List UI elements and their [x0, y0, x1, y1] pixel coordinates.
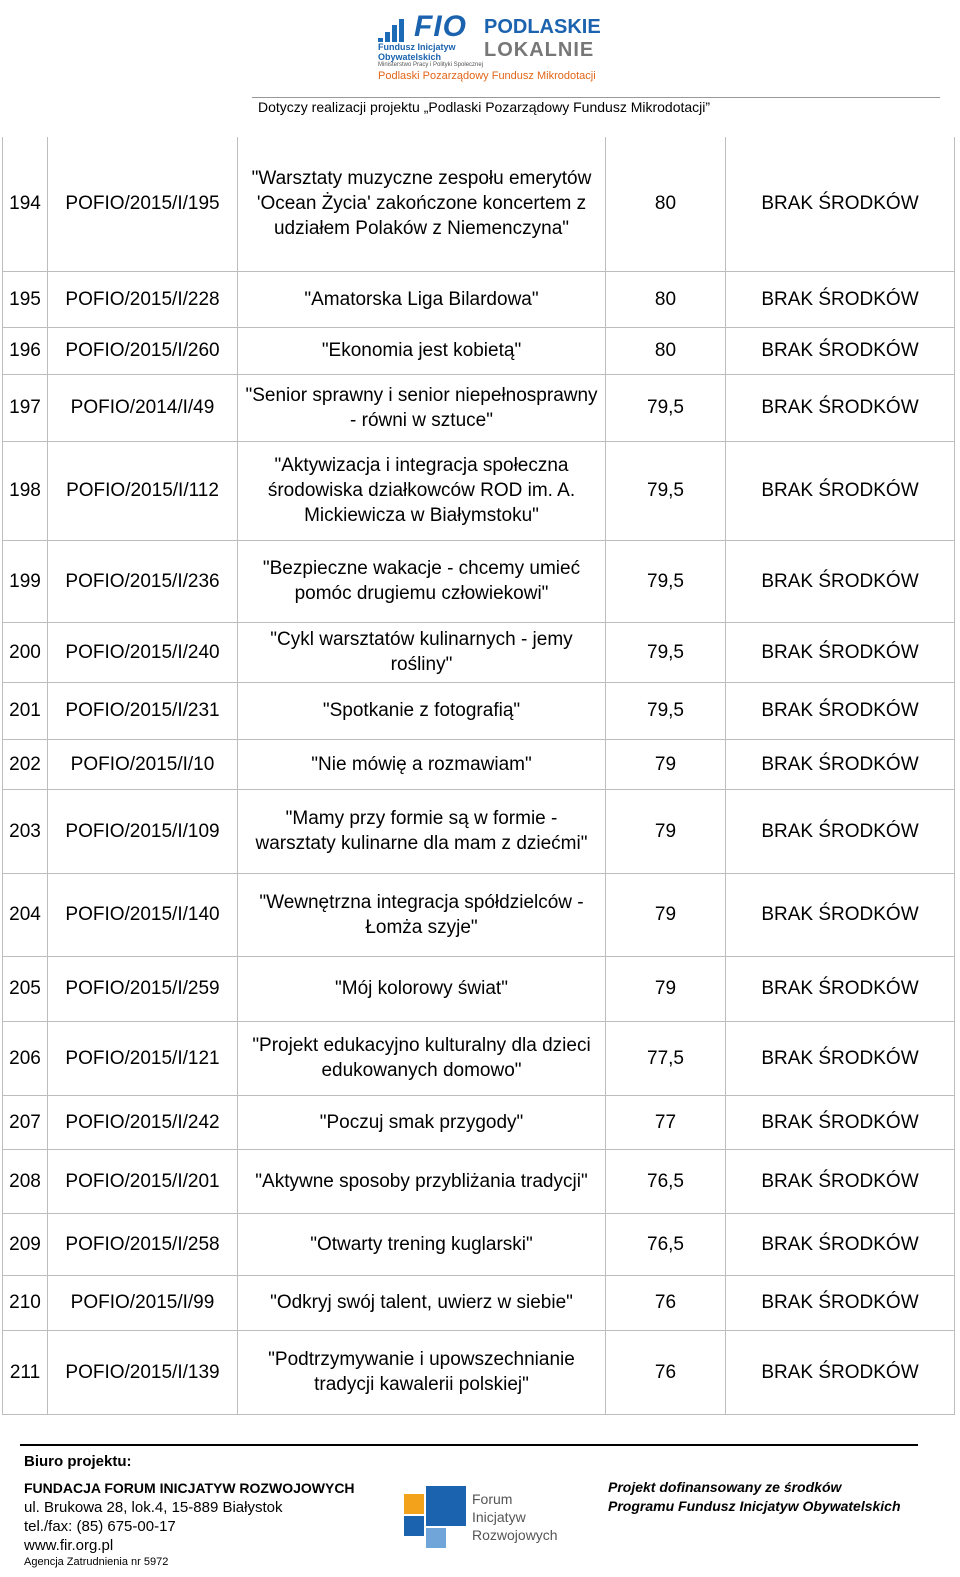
logo-lokalnie: LOKALNIE — [484, 39, 595, 61]
row-status: BRAK ŚRODKÓW — [726, 271, 955, 327]
row-project-title: "Mój kolorowy świat" — [238, 956, 606, 1021]
project-line: Dotyczy realizacji projektu „Podlaski Pozarządowy Fundusz Mikrodotacji” — [258, 99, 711, 115]
table-row — [3, 271, 955, 327]
row-number: 195 — [3, 271, 48, 327]
row-project-title: "Amatorska Liga Bilardowa" — [238, 271, 606, 327]
table-row — [3, 1330, 955, 1414]
row-project-title: "Aktywizacja i integracja społeczna środowiska działkowców ROD im. A. Mickiewicza w Białymstoku" — [238, 441, 606, 540]
footer-funding-line2: Programu Fundusz Inicjatyw Obywatelskich — [608, 1498, 901, 1514]
table-row — [3, 1213, 955, 1275]
row-number: 194 — [3, 137, 48, 271]
row-score: 77 — [606, 1095, 726, 1149]
table-row — [3, 374, 955, 441]
row-number: 198 — [3, 441, 48, 540]
row-application-id: POFIO/2015/I/195 — [48, 137, 238, 271]
table-row — [3, 441, 955, 540]
row-project-title: "Aktywne sposoby przybliżania tradycji" — [238, 1149, 606, 1213]
fir-logo-line1: Forum — [472, 1491, 513, 1507]
row-score: 79,5 — [606, 374, 726, 441]
row-status: BRAK ŚRODKÓW — [726, 137, 955, 271]
row-application-id: POFIO/2015/I/140 — [48, 873, 238, 956]
footer-funding-note — [608, 1478, 901, 1516]
row-score: 79 — [606, 873, 726, 956]
row-project-title: "Ekonomia jest kobietą" — [238, 327, 606, 374]
footer-org-name: FUNDACJA FORUM INICJATYW ROZWOJOWYCH — [24, 1480, 355, 1496]
row-status: BRAK ŚRODKÓW — [726, 441, 955, 540]
table-row — [3, 1149, 955, 1213]
row-application-id: POFIO/2015/I/260 — [48, 327, 238, 374]
footer-website: www.fir.org.pl — [24, 1537, 114, 1554]
row-status: BRAK ŚRODKÓW — [726, 789, 955, 873]
row-status: BRAK ŚRODKÓW — [726, 1213, 955, 1275]
row-score: 80 — [606, 327, 726, 374]
row-score: 79 — [606, 956, 726, 1021]
fir-logo-line3: Rozwojowych — [472, 1527, 558, 1543]
fio-logo-subtitle: Fundusz Inicjatyw Obywatelskich — [378, 42, 456, 62]
fio-logo-text: FIO — [414, 10, 467, 43]
row-score: 79 — [606, 789, 726, 873]
row-number: 211 — [3, 1330, 48, 1414]
fio-podlaskie-lokalnie-logo — [374, 6, 601, 82]
row-status: BRAK ŚRODKÓW — [726, 873, 955, 956]
row-number: 210 — [3, 1275, 48, 1330]
table-row — [3, 540, 955, 622]
fir-logo-line2: Inicjatyw — [472, 1509, 526, 1525]
row-project-title: "Cykl warsztatów kulinarnych - jemy rośliny" — [238, 622, 606, 682]
row-status: BRAK ŚRODKÓW — [726, 1095, 955, 1149]
row-application-id: POFIO/2015/I/139 — [48, 1330, 238, 1414]
row-number: 209 — [3, 1213, 48, 1275]
table-row — [3, 622, 955, 682]
row-status: BRAK ŚRODKÓW — [726, 1330, 955, 1414]
header-divider — [252, 97, 940, 98]
row-status: BRAK ŚRODKÓW — [726, 1021, 955, 1095]
row-status: BRAK ŚRODKÓW — [726, 540, 955, 622]
row-number: 196 — [3, 327, 48, 374]
table-row — [3, 1095, 955, 1149]
table-row — [3, 137, 955, 271]
row-application-id: POFIO/2015/I/10 — [48, 739, 238, 789]
row-number: 197 — [3, 374, 48, 441]
row-number: 206 — [3, 1021, 48, 1095]
row-application-id: POFIO/2015/I/259 — [48, 956, 238, 1021]
row-score: 79,5 — [606, 682, 726, 739]
row-score: 77,5 — [606, 1021, 726, 1095]
page-footer — [0, 1430, 960, 1577]
row-application-id: POFIO/2014/I/49 — [48, 374, 238, 441]
row-application-id: POFIO/2015/I/112 — [48, 441, 238, 540]
row-application-id: POFIO/2015/I/99 — [48, 1275, 238, 1330]
row-application-id: POFIO/2015/I/109 — [48, 789, 238, 873]
row-score: 79,5 — [606, 441, 726, 540]
footer-agency: Agencja Zatrudnienia nr 5972 — [24, 1556, 169, 1568]
table-row — [3, 1021, 955, 1095]
row-application-id: POFIO/2015/I/228 — [48, 271, 238, 327]
footer-street: ul. Brukowa 28, lok.4, 15-889 Białystok — [24, 1499, 283, 1516]
row-score: 76,5 — [606, 1149, 726, 1213]
row-project-title: "Warsztaty muzyczne zespołu emerytów 'Ocean Życia' zakończone koncertem z udziałem Polaków z Niemenczyna" — [238, 137, 606, 271]
row-status: BRAK ŚRODKÓW — [726, 1275, 955, 1330]
table-row — [3, 873, 955, 956]
fir-logo — [404, 1482, 558, 1562]
fio-logo-ministry: Ministerstwo Pracy i Polityki Społecznej — [378, 62, 484, 68]
row-application-id: POFIO/2015/I/258 — [48, 1213, 238, 1275]
footer-address-block — [24, 1479, 355, 1569]
row-number: 205 — [3, 956, 48, 1021]
row-project-title: "Wewnętrzna integracja spółdzielców - Łomża szyje" — [238, 873, 606, 956]
row-status: BRAK ŚRODKÓW — [726, 327, 955, 374]
fir-logo-text — [472, 1490, 558, 1544]
row-project-title: "Podtrzymywanie i upowszechnianie tradycji kawalerii polskiej" — [238, 1330, 606, 1414]
row-project-title: "Poczuj smak przygody" — [238, 1095, 606, 1149]
row-score: 79,5 — [606, 540, 726, 622]
row-project-title: "Bezpieczne wakacje - chcemy umieć pomóc drugiemu człowiekowi" — [238, 540, 606, 622]
row-number: 201 — [3, 682, 48, 739]
row-application-id: POFIO/2015/I/201 — [48, 1149, 238, 1213]
row-status: BRAK ŚRODKÓW — [726, 956, 955, 1021]
row-project-title: "Odkryj swój talent, uwierz w siebie" — [238, 1275, 606, 1330]
row-project-title: "Spotkanie z fotografią" — [238, 682, 606, 739]
footer-divider — [20, 1444, 918, 1446]
logo-podlaskie: PODLASKIE — [484, 16, 601, 38]
row-number: 207 — [3, 1095, 48, 1149]
row-application-id: POFIO/2015/I/242 — [48, 1095, 238, 1149]
table-row — [3, 682, 955, 739]
row-project-title: "Senior sprawny i senior niepełnosprawny - równi w sztuce" — [238, 374, 606, 441]
ranking-table — [2, 137, 955, 1415]
row-score: 76 — [606, 1330, 726, 1414]
table-row — [3, 1275, 955, 1330]
row-score: 80 — [606, 271, 726, 327]
logo-fund-name: Podlaski Pozarządowy Fundusz Mikrodotacji — [378, 70, 596, 82]
row-project-title: "Mamy przy formie są w formie - warsztaty kulinarne dla mam z dziećmi" — [238, 789, 606, 873]
table-row — [3, 739, 955, 789]
row-status: BRAK ŚRODKÓW — [726, 682, 955, 739]
row-status: BRAK ŚRODKÓW — [726, 739, 955, 789]
footer-phone: tel./fax: (85) 675-00-17 — [24, 1518, 176, 1535]
row-status: BRAK ŚRODKÓW — [726, 622, 955, 682]
fir-logo-mark-icon — [404, 1486, 468, 1550]
row-application-id: POFIO/2015/I/121 — [48, 1021, 238, 1095]
table-row — [3, 327, 955, 374]
row-project-title: "Nie mówię a rozmawiam" — [238, 739, 606, 789]
page-header — [0, 0, 960, 120]
table-row — [3, 789, 955, 873]
row-project-title: "Projekt edukacyjno kulturalny dla dzieci edukowanych domowo" — [238, 1021, 606, 1095]
row-number: 203 — [3, 789, 48, 873]
row-number: 200 — [3, 622, 48, 682]
row-number: 204 — [3, 873, 48, 956]
footer-office-label: Biuro projektu: — [24, 1453, 132, 1470]
row-application-id: POFIO/2015/I/236 — [48, 540, 238, 622]
row-status: BRAK ŚRODKÓW — [726, 374, 955, 441]
table-row — [3, 956, 955, 1021]
row-score: 79 — [606, 739, 726, 789]
row-application-id: POFIO/2015/I/231 — [48, 682, 238, 739]
row-score: 80 — [606, 137, 726, 271]
row-score: 76,5 — [606, 1213, 726, 1275]
row-score: 79,5 — [606, 622, 726, 682]
row-score: 76 — [606, 1275, 726, 1330]
row-status: BRAK ŚRODKÓW — [726, 1149, 955, 1213]
row-application-id: POFIO/2015/I/240 — [48, 622, 238, 682]
row-project-title: "Otwarty trening kuglarski" — [238, 1213, 606, 1275]
row-number: 202 — [3, 739, 48, 789]
row-number: 208 — [3, 1149, 48, 1213]
row-number: 199 — [3, 540, 48, 622]
footer-funding-line1: Projekt dofinansowany ze środków — [608, 1479, 842, 1495]
